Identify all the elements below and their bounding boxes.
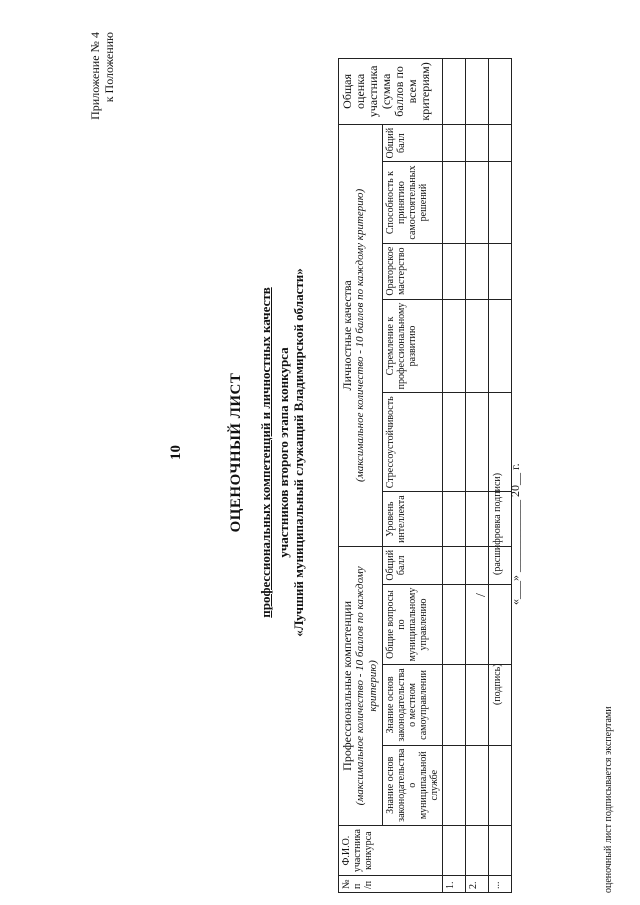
empty-cell — [489, 59, 512, 125]
empty-cell — [489, 745, 512, 825]
header-pers-criterion: Способность к принятию самостоятельных решений — [383, 162, 443, 243]
empty-cell — [489, 162, 512, 243]
subtitle-text: профессиональных компетенций и личностных качеств — [258, 287, 273, 618]
table-header-row-1 — [339, 59, 383, 893]
table-row — [443, 59, 466, 893]
header-prof-total: Общий балл — [383, 546, 443, 584]
signature-block — [470, 305, 530, 725]
signature-decode-label: (расшифровка подписи) — [492, 472, 503, 575]
signature-label: (подпись) — [492, 663, 503, 705]
empty-cell — [443, 546, 466, 584]
empty-cell — [443, 492, 466, 547]
header-professional-competencies — [339, 546, 383, 825]
empty-cell — [443, 745, 466, 825]
row-number: ... — [489, 876, 512, 893]
empty-cell — [466, 243, 489, 299]
empty-cell — [443, 299, 466, 393]
pers-group-note: (максимальное количество - 10 баллов по каждому критерию) — [354, 188, 366, 482]
header-total-score: Общая оценка участника (сумма баллов по всем критериям) — [339, 59, 443, 125]
signature-decode-line[interactable] — [488, 435, 489, 585]
prof-group-label: Профессиональные компетенции — [340, 600, 354, 771]
header-prof-criterion: Знание основ законодательства о муниципальной службе — [383, 745, 443, 825]
header-personal-qualities — [339, 124, 383, 546]
empty-cell — [466, 124, 489, 162]
empty-cell — [466, 745, 489, 825]
empty-cell — [443, 162, 466, 243]
header-pers-criterion: Ораторское мастерство — [383, 243, 443, 299]
empty-cell — [489, 243, 512, 299]
date-field[interactable]: «___» ____________ 20__ г. — [508, 463, 522, 605]
header-pers-criterion: Стремление к профессиональному развитию — [383, 299, 443, 393]
participants-line-2: «Лучший муниципальный служащий Владимирской области» — [291, 268, 306, 637]
empty-cell — [466, 825, 489, 876]
empty-cell — [443, 124, 466, 162]
document-title: ОЦЕНОЧНЫЙ ЛИСТ — [228, 372, 244, 533]
header-participant-name: Ф.И.О. участника конкурса — [339, 825, 443, 876]
header-prof-criterion: Общие вопросы по муниципальному управлению — [383, 584, 443, 665]
pers-group-label: Личностные качества — [340, 280, 354, 391]
prof-group-note: (максимальное количество - 10 баллов по каждому критерию) — [354, 566, 379, 806]
appendix-line-1: Приложение № 4 — [88, 32, 102, 120]
empty-cell — [443, 393, 466, 492]
signature-separator: / — [474, 593, 489, 597]
participants-heading — [276, 0, 306, 905]
empty-cell — [466, 162, 489, 243]
empty-cell — [489, 124, 512, 162]
row-number: 2. — [466, 876, 489, 893]
appendix-line-2: к Положению — [102, 32, 116, 103]
empty-cell — [443, 665, 466, 745]
header-pers-criterion: Стрессоустойчивость — [383, 393, 443, 492]
row-number: 1. — [443, 876, 466, 893]
header-pers-total: Общий балл — [383, 124, 443, 162]
page-number: 10 — [168, 445, 184, 460]
table-header-row-2 — [383, 59, 443, 893]
empty-cell — [443, 243, 466, 299]
empty-cell — [466, 59, 489, 125]
signature-line[interactable] — [488, 605, 489, 725]
header-number: № п /п — [339, 876, 443, 893]
header-pers-criterion: Уровень интеллекта — [383, 492, 443, 547]
header-prof-criterion: Знание основ законодательства о местном самоуправлении — [383, 665, 443, 745]
participants-line-1: участников второго этапа конкурса — [276, 347, 291, 558]
empty-cell — [443, 584, 466, 665]
empty-cell — [443, 825, 466, 876]
empty-cell — [443, 59, 466, 125]
empty-cell — [489, 825, 512, 876]
document-subtitle — [258, 0, 274, 905]
footer-note: оценочный лист подписывается экспертами — [603, 706, 614, 893]
appendix-reference — [88, 32, 116, 232]
